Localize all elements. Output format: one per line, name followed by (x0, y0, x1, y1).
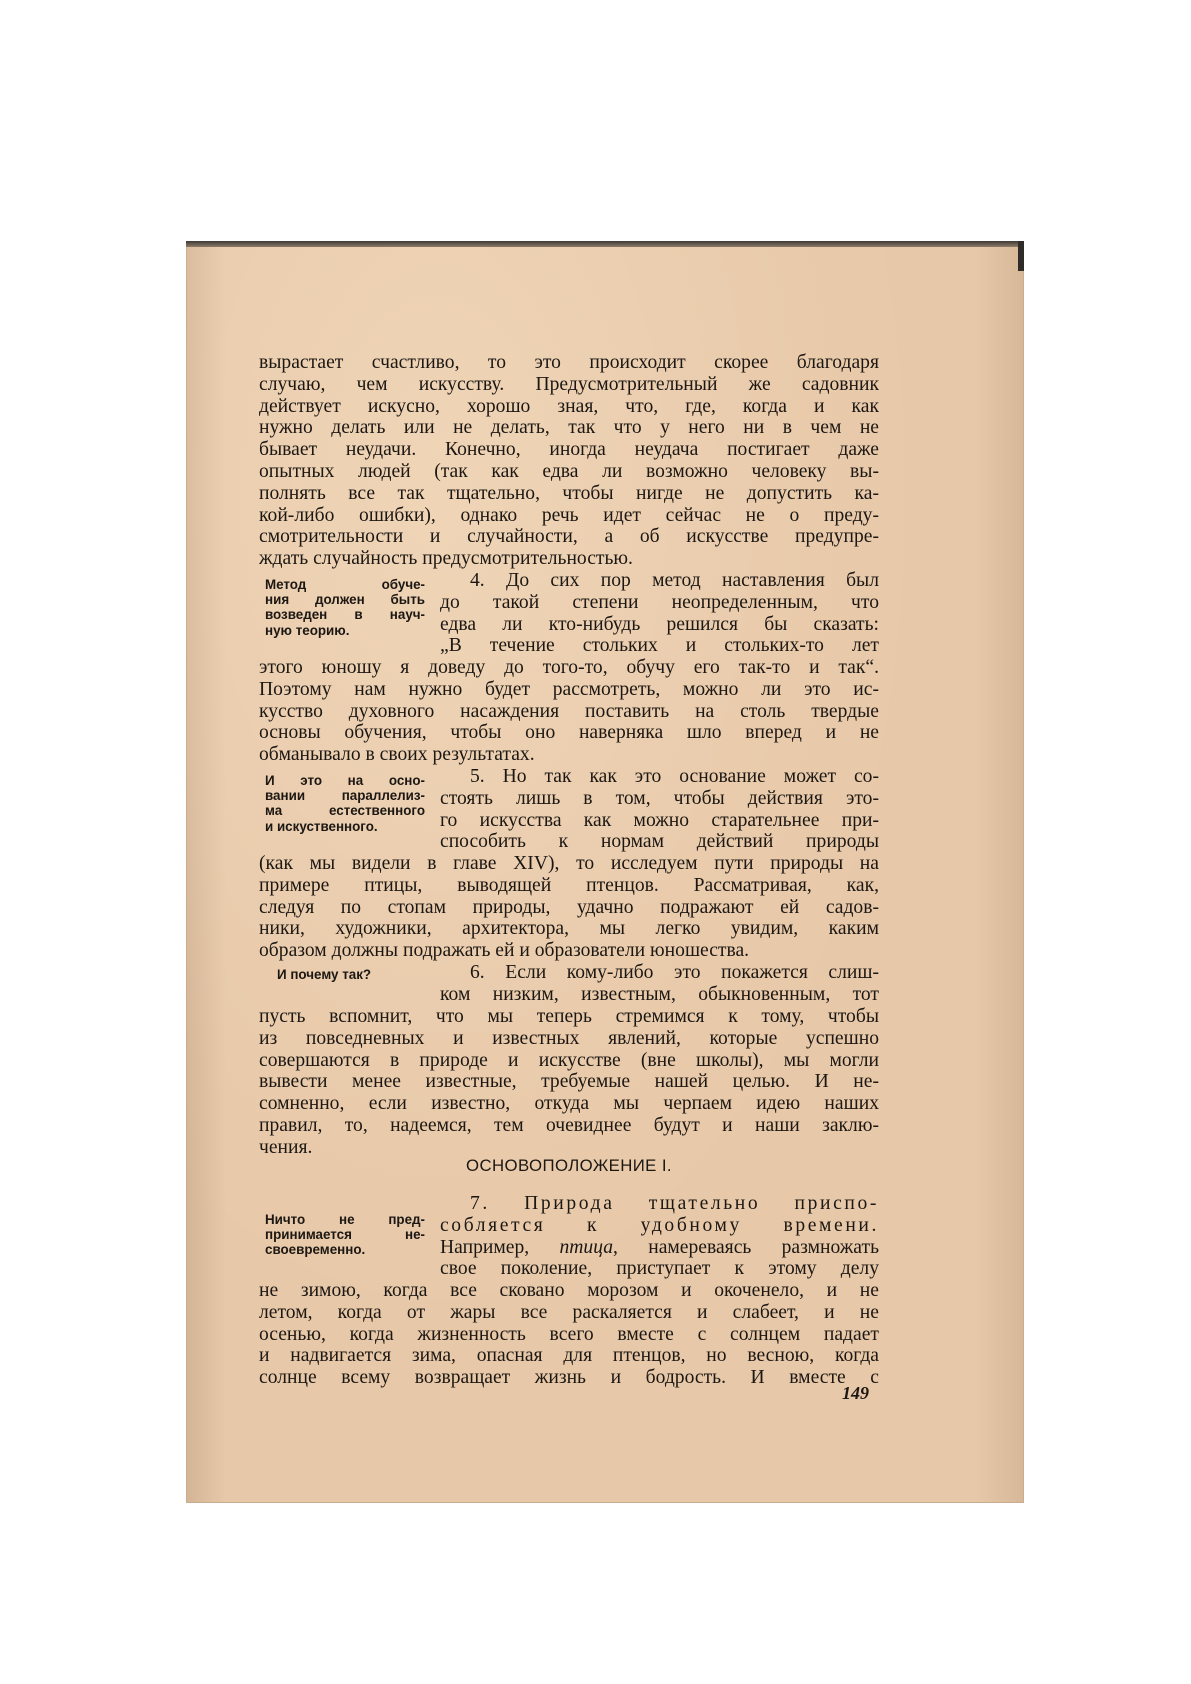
margin-note-line: возведен в науч- (265, 607, 425, 623)
text-line: кусство духовного насаждения поставить на столь твердые (259, 700, 879, 722)
section-heading: ОСНОВОПОЛОЖЕНИЕ I. (466, 1156, 672, 1175)
text-line: Поэтому нам нужно будет рассмотреть, можно ли это ис- (259, 678, 879, 700)
text-line: летом, когда от жары все раскаляется и слабеет, и не (259, 1301, 879, 1323)
margin-note-line: ния должен быть (265, 592, 425, 608)
text-line: 4. До сих пор метод наставления был (470, 570, 879, 591)
text-line: нужно делать или не делать, так что у него ни в чем не (259, 417, 879, 439)
text-line: обманывало в своих результатах. (259, 744, 535, 766)
margin-note-line: ную теорию. (265, 622, 350, 638)
text-line: основы обучения, чтобы оно наверняка шло вперед и не (259, 722, 879, 744)
text-line: опытных людей (так как едва ли возможно человеку вы- (259, 460, 879, 482)
text-line: примере птицы, выводящей птенцов. Рассматривая, как, (259, 874, 879, 896)
text-line: смотрительности и случайности, а об искусстве предупре- (259, 526, 879, 548)
margin-note-line: и искуственного. (265, 818, 378, 834)
text-line: следуя по стопам природы, удачно подражают ей садов- (259, 896, 879, 918)
page-edge-shadow (1018, 241, 1024, 271)
paragraph-7-indented (440, 1193, 879, 1280)
text-line: 6. Если кому-либо это покажется слиш- (470, 962, 879, 983)
text-line: свое поколение, приступает к этому делу (440, 1258, 879, 1280)
text-line: способить к нормам действий природы (440, 831, 879, 853)
text-line: кой-либо ошибки), однако речь идет сейчас не о преду- (259, 504, 879, 526)
text-line: пусть вспомнит, что мы теперь стремимся к тому, чтобы (259, 1006, 879, 1027)
text-line: сомненно, если известно, откуда мы черпаем идею наших (259, 1093, 879, 1115)
paragraph-6-indented (440, 962, 879, 1006)
text-line: совершаются в природе и искусстве (вне школы), мы могли (259, 1049, 879, 1071)
text-line: солнце всему возвращает жизнь и бодрость. И вместе с (259, 1367, 879, 1389)
margin-note-line: ма естественного (265, 803, 425, 819)
text-line: полнять все так тщательно, чтобы нигде не допустить ка- (259, 482, 879, 504)
text-line: случаю, чем искусству. Предусмотрительный же садовник (259, 373, 879, 395)
text-line: бывает неудачи. Конечно, иногда неудача постигает даже (259, 439, 879, 461)
text-line: собляется к удобному времени. (440, 1214, 879, 1236)
text-line: правил, то, надеемся, тем очевиднее будут и наши заклю- (259, 1114, 879, 1136)
text-line: из повседневных и известных явлений, которые успешно (259, 1027, 879, 1049)
margin-note-line: вании параллелиз- (265, 788, 425, 804)
text-line: 5. Но так как это основание может со- (470, 766, 879, 787)
paragraph-5-indented (440, 766, 879, 853)
text-line: до такой степени неопределенным, что (440, 591, 879, 613)
margin-note-line: Ничто не пред- (265, 1212, 425, 1227)
text-line: ком низким, известным, обыкновенным, тот (440, 983, 879, 1005)
text-line: и надвигается зима, опасная для птенцов, но весною, когда (259, 1345, 879, 1367)
margin-note-line: своевременно. (265, 1242, 366, 1258)
text-line: стоять лишь в том, чтобы действия это- (440, 787, 879, 809)
text-line: (как мы видели в главе XIV), то исследуем пути природы на (259, 853, 879, 874)
text-line: ники, художники, архитектора, мы легко увидим, каким (259, 918, 879, 940)
text-line: го искусства как можно старательнее при- (440, 809, 879, 831)
margin-note-timing (265, 1212, 425, 1258)
emphasized-word: птица (559, 1236, 614, 1258)
text-line: ждать случайность предусмотрительностью. (259, 548, 633, 570)
paragraph-5-full (259, 853, 879, 962)
text-line-with-emphasis (440, 1237, 879, 1259)
text-line: действует искусно, хорошо зная, что, где, когда и как (259, 395, 879, 417)
text-line: вывести менее известные, требуемые нашей целью. И не- (259, 1071, 879, 1093)
text-fragment: , намереваясь размножать (613, 1236, 879, 1258)
paragraph-4-indented (440, 570, 879, 657)
text-line: вырастает счастливо, то это происходит скорее благодаря (259, 352, 879, 373)
paragraph-7-full (259, 1280, 879, 1389)
text-line: „В течение стольких и стольких-то лет (440, 635, 879, 657)
margin-note-line: Метод обуче- (265, 577, 425, 592)
text-line: чения. (259, 1136, 313, 1158)
margin-note-line: принимается не- (265, 1227, 425, 1243)
margin-note-line: И почему так? (277, 967, 372, 982)
text-fragment: Например, (440, 1236, 560, 1258)
text-line: осенью, когда жизненность всего вместе с солнцем падает (259, 1323, 879, 1345)
margin-note-parallelism (265, 773, 425, 834)
page-number: 149 (842, 1383, 869, 1403)
paragraph-6-full (259, 1006, 879, 1159)
page-top-shadow (186, 241, 1024, 247)
text-line: едва ли кто-нибудь решился бы сказать: (440, 613, 879, 635)
text-line: не зимою, когда все сковано морозом и окоченело, и не (259, 1280, 879, 1301)
margin-note-method (265, 577, 425, 638)
margin-note-why (265, 967, 410, 982)
paragraph-4-full (259, 657, 879, 766)
text-line: образом должны подражать ей и образователи юношества. (259, 940, 750, 962)
intro-paragraph (259, 352, 879, 570)
margin-note-line: И это на осно- (265, 773, 425, 788)
text-line: 7. Природа тщательно приспо- (470, 1193, 879, 1214)
text-line: этого юношу я доведу до того-то, обучу его так-то и так“. (259, 657, 879, 678)
